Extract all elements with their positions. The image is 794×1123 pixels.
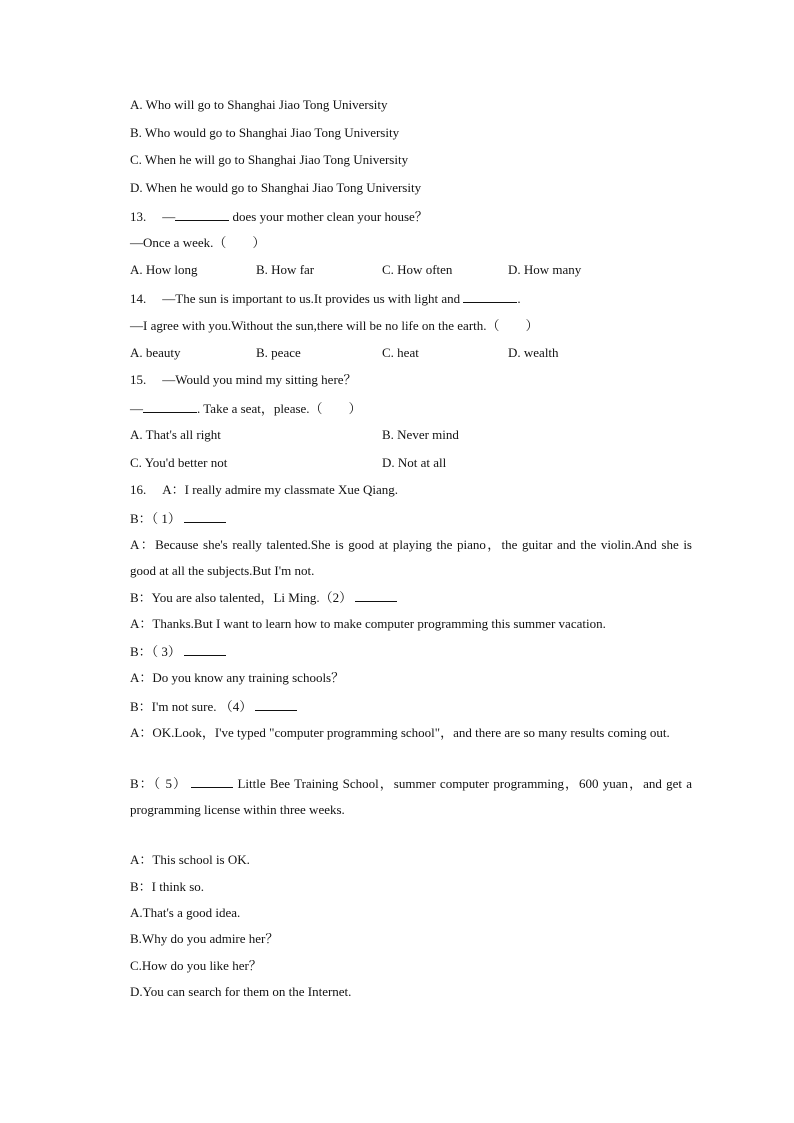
q16-choice-c: C.How do you like her？ [130, 958, 262, 973]
q13-option-d[interactable]: D. How many [508, 262, 582, 277]
q16-line-6 [130, 643, 226, 660]
q13-blank[interactable] [175, 208, 229, 221]
q12-option-b: B. Who would go to Shanghai Jiao Tong University [130, 125, 400, 140]
q14-option-c[interactable]: C. heat [382, 345, 419, 360]
q12-option-d: D. When he would go to Shanghai Jiao Tong University [130, 180, 422, 195]
q16-line-3: A：Because she's really talented.She is good at playing the piano，the guitar and the violin.And she is good at all the subjects.But I'm not. [130, 537, 692, 578]
q13-number: 13. [130, 209, 147, 224]
q16-line-4-text: B：You are also talented，Li Ming.（2） [130, 590, 356, 605]
q16-blank-2[interactable] [355, 589, 397, 602]
q16-line-2-text: B：（ 1） [130, 511, 185, 526]
q15-option-d[interactable]: D. Not at all [382, 455, 447, 470]
q16-line-1 [130, 482, 398, 498]
q14-number: 14. [130, 291, 147, 306]
q16-choice-b: B.Why do you admire her？ [130, 931, 279, 946]
q13-stem-suffix: does your mother clean your house？ [229, 209, 428, 224]
q13-option-a[interactable]: A. How long [130, 262, 198, 277]
q16-line-10 [130, 771, 692, 823]
q15-option-a[interactable]: A. That's all right [130, 427, 221, 442]
q16-line-2 [130, 510, 226, 527]
q16-line-4 [130, 589, 397, 606]
q16-choice-d: D.You can search for them on the Internet. [130, 984, 352, 999]
q16-blank-3[interactable] [184, 643, 226, 656]
q16-line-8-text: B：I'm not sure. （4） [130, 699, 256, 714]
q14-stem-prefix: —The sun is important to us.It provides us with light and [162, 291, 464, 306]
q12-option-a: A. Who will go to Shanghai Jiao Tong University [130, 97, 388, 112]
q16-line-7: A：Do you know any training schools？ [130, 670, 345, 685]
q15-reply-prefix: — [130, 401, 143, 416]
q14-option-a[interactable]: A. beauty [130, 345, 181, 360]
q15-stem-text: —Would you mind my sitting here？ [162, 372, 357, 387]
q16-line-8 [130, 698, 297, 715]
q12-option-c: C. When he will go to Shanghai Jiao Tong University [130, 152, 409, 167]
q16-blank-1[interactable] [184, 510, 226, 523]
q15-reply-suffix: . Take a seat，please.（ ） [197, 401, 362, 416]
q16-line-1-text: A：I really admire my classmate Xue Qiang. [162, 482, 398, 497]
q13-option-b[interactable]: B. How far [256, 262, 315, 277]
q16-blank-5[interactable] [191, 775, 233, 788]
q14-stem-suffix: . [517, 291, 521, 306]
q14-reply: —I agree with you.Without the sun,there will be no life on the earth.（ ） [130, 318, 539, 333]
q15-blank[interactable] [143, 400, 197, 413]
q16-line-10-suffix: Little Bee Training School，summer computer programming，600 yuan，and get a programming license within three weeks. [130, 776, 693, 817]
q16-line-11: A：This school is OK. [130, 852, 250, 867]
q14-option-d[interactable]: D. wealth [508, 345, 559, 360]
q15-option-b[interactable]: B. Never mind [382, 427, 459, 442]
q16-line-5: A：Thanks.But I want to learn how to make computer programming this summer vacation. [130, 616, 606, 631]
q14-option-b[interactable]: B. peace [256, 345, 301, 360]
q16-line-12: B：I think so. [130, 879, 205, 894]
q16-number: 16. [130, 482, 147, 497]
q13-stem-prefix: — [162, 209, 176, 224]
q15-number: 15. [130, 372, 147, 387]
q16-choice-a: A.That's a good idea. [130, 905, 241, 920]
q16-line-9: A：OK.Look，I've typed "computer programming school"，and there are so many results coming out. [130, 725, 670, 740]
q15-reply [130, 400, 362, 417]
q13-option-c[interactable]: C. How often [382, 262, 453, 277]
q16-line-10-prefix: B：（ 5） [130, 776, 192, 791]
q15-stem [130, 372, 357, 388]
q13-stem [130, 208, 428, 225]
q16-line-6-text: B：（ 3） [130, 644, 185, 659]
q13-reply: —Once a week.（ ） [130, 235, 266, 250]
q16-blank-4[interactable] [255, 698, 297, 711]
q14-blank[interactable] [463, 290, 517, 303]
q15-option-c[interactable]: C. You'd better not [130, 455, 228, 470]
q14-stem [130, 290, 521, 307]
